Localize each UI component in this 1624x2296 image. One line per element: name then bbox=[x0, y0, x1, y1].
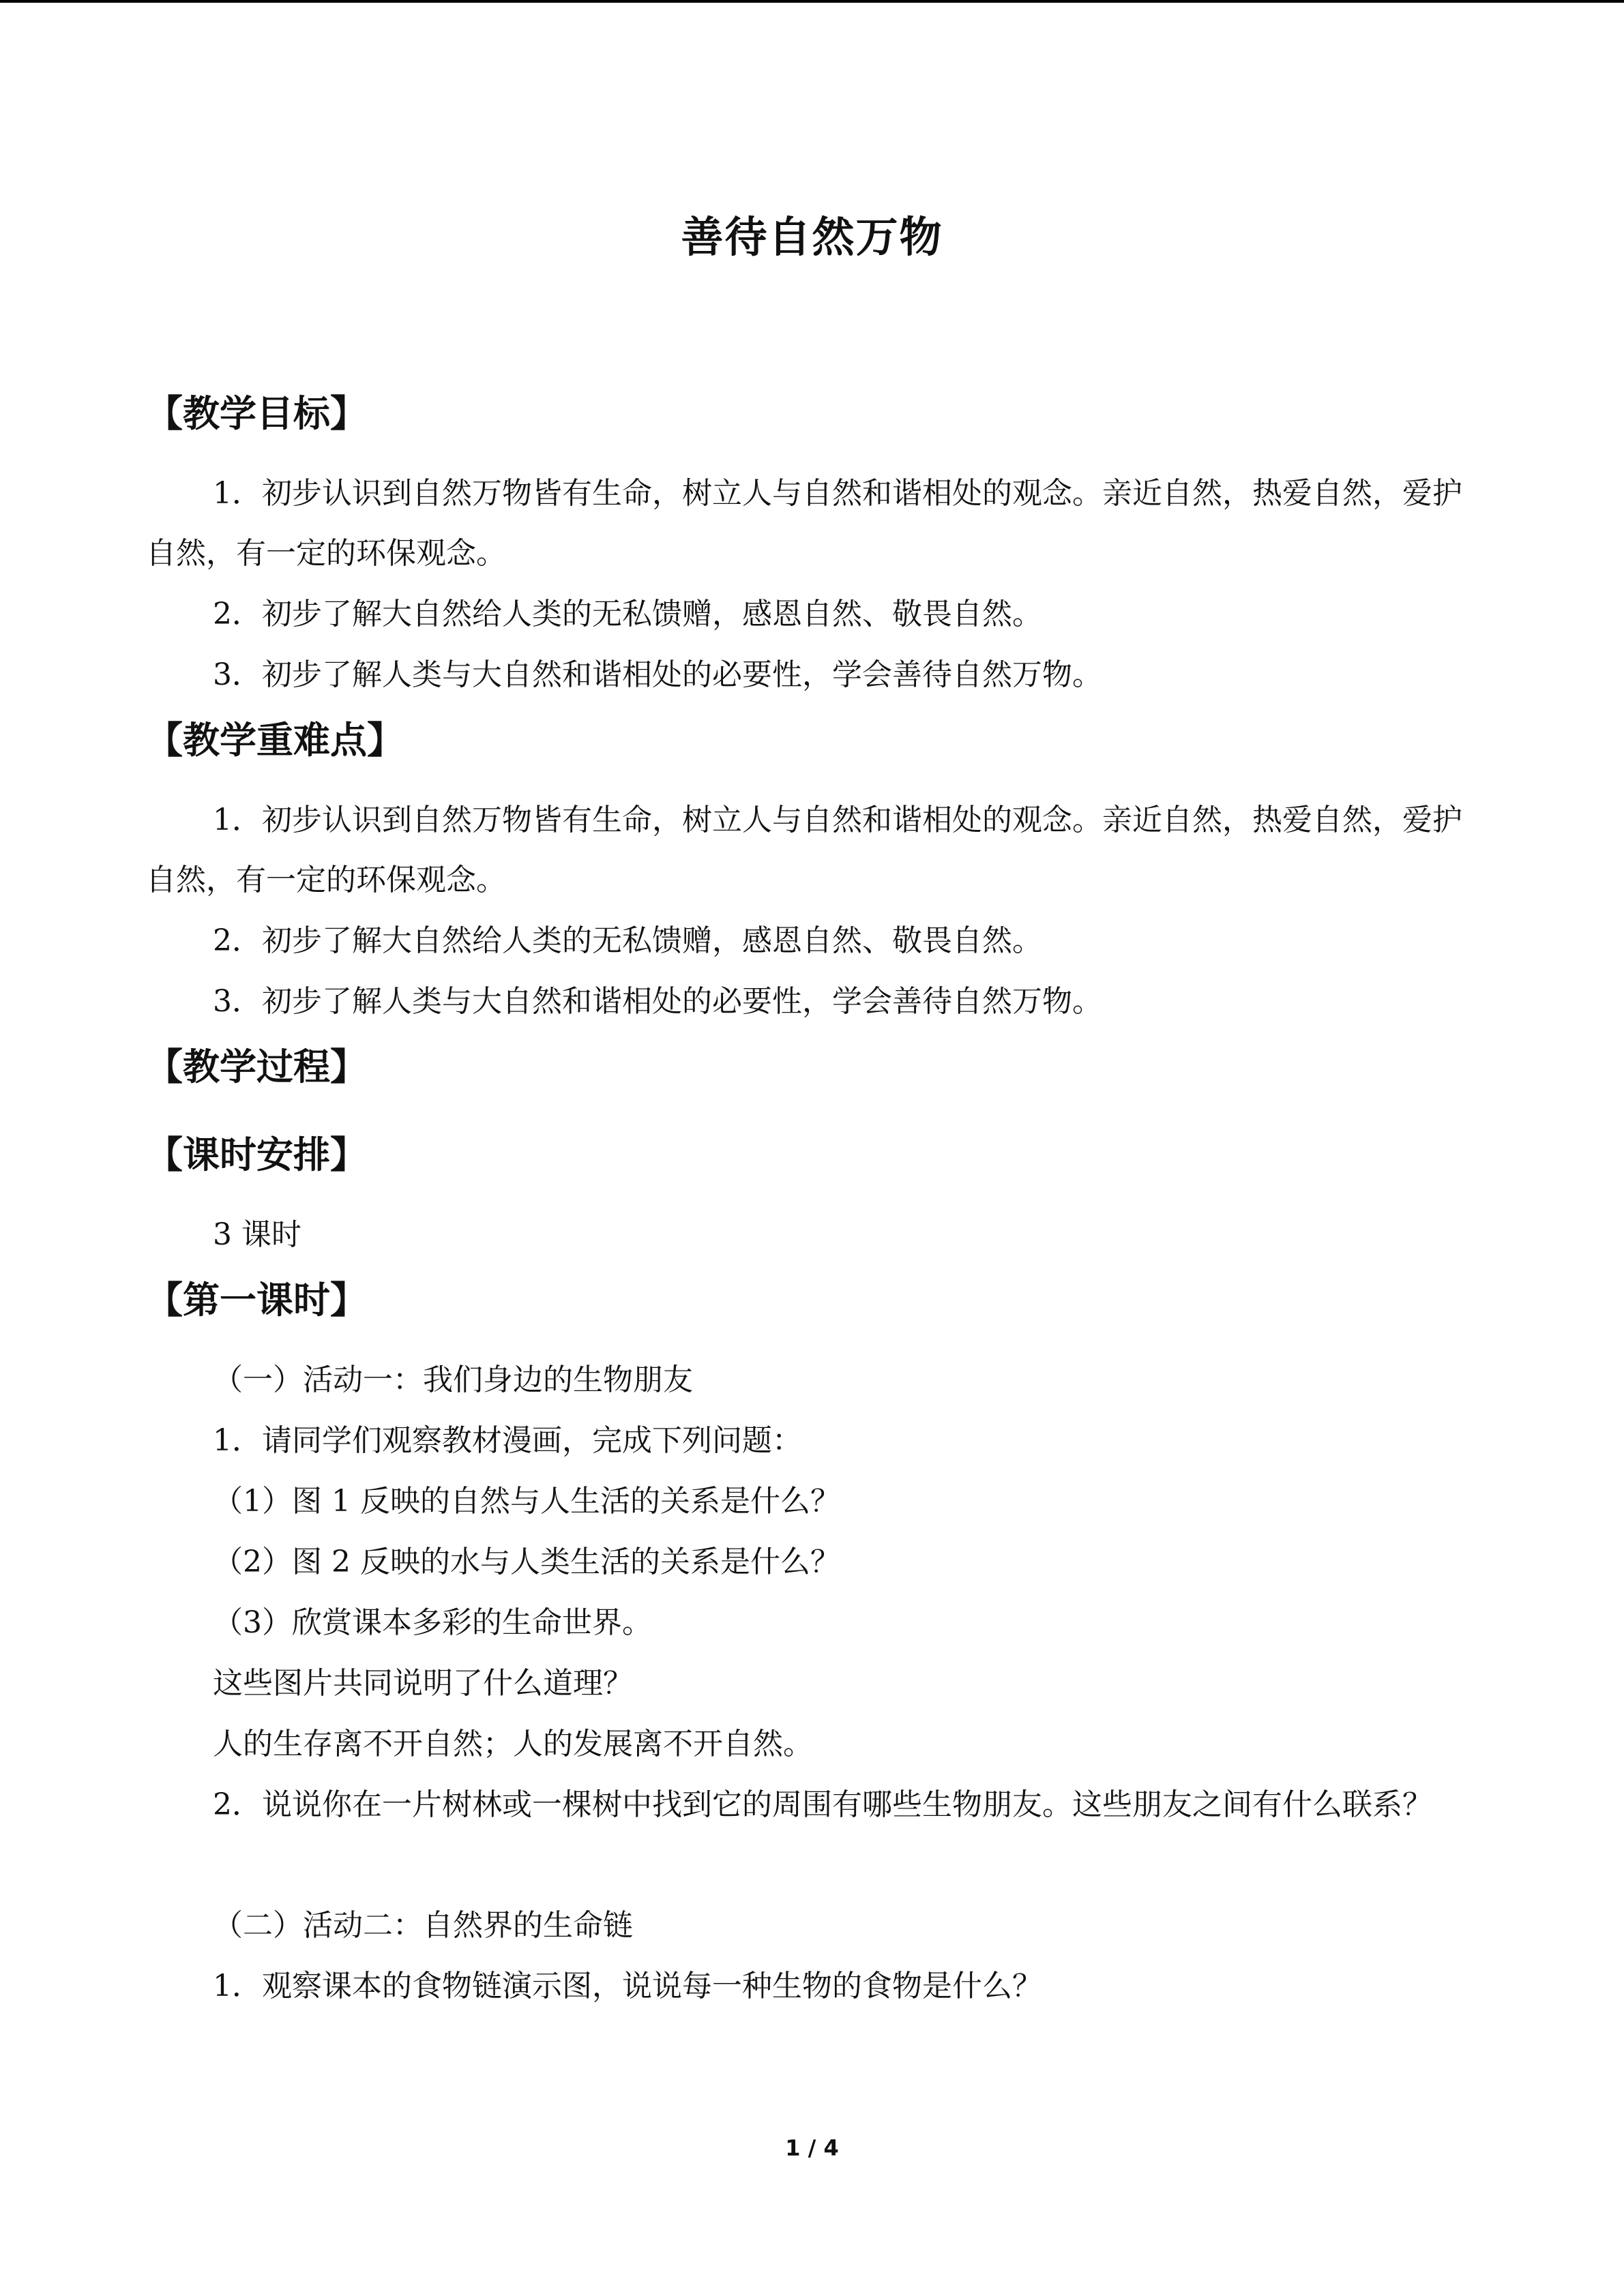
page-number: 1 / 4 bbox=[785, 2135, 839, 2161]
lesson1-question-1-part-1: （1）图 1 反映的自然与人生活的关系是什么？ bbox=[213, 1484, 840, 1519]
heading-lesson-1: 【第一课时】 bbox=[146, 1279, 367, 1322]
key-points-item-3: 3．初步了解人类与大自然和谐相处的必要性，学会善待自然万物。 bbox=[213, 984, 1102, 1019]
objectives-item-2: 2．初步了解大自然给人类的无私馈赠，感恩自然、敬畏自然。 bbox=[213, 597, 1042, 631]
heading-process: 【教学过程】 bbox=[146, 1045, 367, 1088]
key-points-item-1: 1．初步认识到自然万物皆有生命，树立人与自然和谐相处的观念。亲近自然，热爱自然，爱护自然，有一定的环保观念。 bbox=[146, 803, 1462, 897]
lesson1-activity-1-title: （一）活动一：我们身边的生物朋友 bbox=[213, 1362, 693, 1397]
lesson1-question-1-part-3: （3）欣赏课本多彩的生命世界。 bbox=[213, 1605, 652, 1640]
heading-schedule: 【课时安排】 bbox=[146, 1133, 367, 1176]
lesson1-question-1-part-2: （2）图 2 反映的水与人类生活的关系是什么？ bbox=[213, 1545, 840, 1579]
lesson1-question-1: 1．请同学们观察教材漫画，完成下列问题： bbox=[213, 1423, 802, 1458]
schedule-text: 3 课时 bbox=[213, 1217, 301, 1252]
objectives-item-1: 1．初步认识到自然万物皆有生命，树立人与自然和谐相处的观念。亲近自然，热爱自然，爱护自然，有一定的环保观念。 bbox=[146, 476, 1462, 571]
document-title: 善待自然万物 bbox=[681, 212, 943, 262]
heading-objectives: 【教学目标】 bbox=[146, 392, 367, 435]
lesson1-activity-2-question-1: 1．观察课本的食物链演示图，说说每一种生物的食物是什么？ bbox=[213, 1969, 1042, 2003]
lesson1-summary-answer: 人的生存离不开自然；人的发展离不开自然。 bbox=[213, 1727, 813, 1761]
lesson1-summary-question: 这些图片共同说明了什么道理？ bbox=[213, 1666, 633, 1701]
lesson1-question-2: 2．说说你在一片树林或一棵树中找到它的周围有哪些生物朋友。这些朋友之间有什么联系？ bbox=[213, 1787, 1432, 1822]
lesson1-activity-2-title: （二）活动二：自然界的生命链 bbox=[213, 1908, 633, 1943]
objectives-item-3: 3．初步了解人类与大自然和谐相处的必要性，学会善待自然万物。 bbox=[213, 657, 1102, 692]
key-points-item-2: 2．初步了解大自然给人类的无私馈赠，感恩自然、敬畏自然。 bbox=[213, 923, 1042, 958]
top-border-line bbox=[0, 0, 1624, 3]
heading-key-points: 【教学重难点】 bbox=[146, 719, 404, 762]
